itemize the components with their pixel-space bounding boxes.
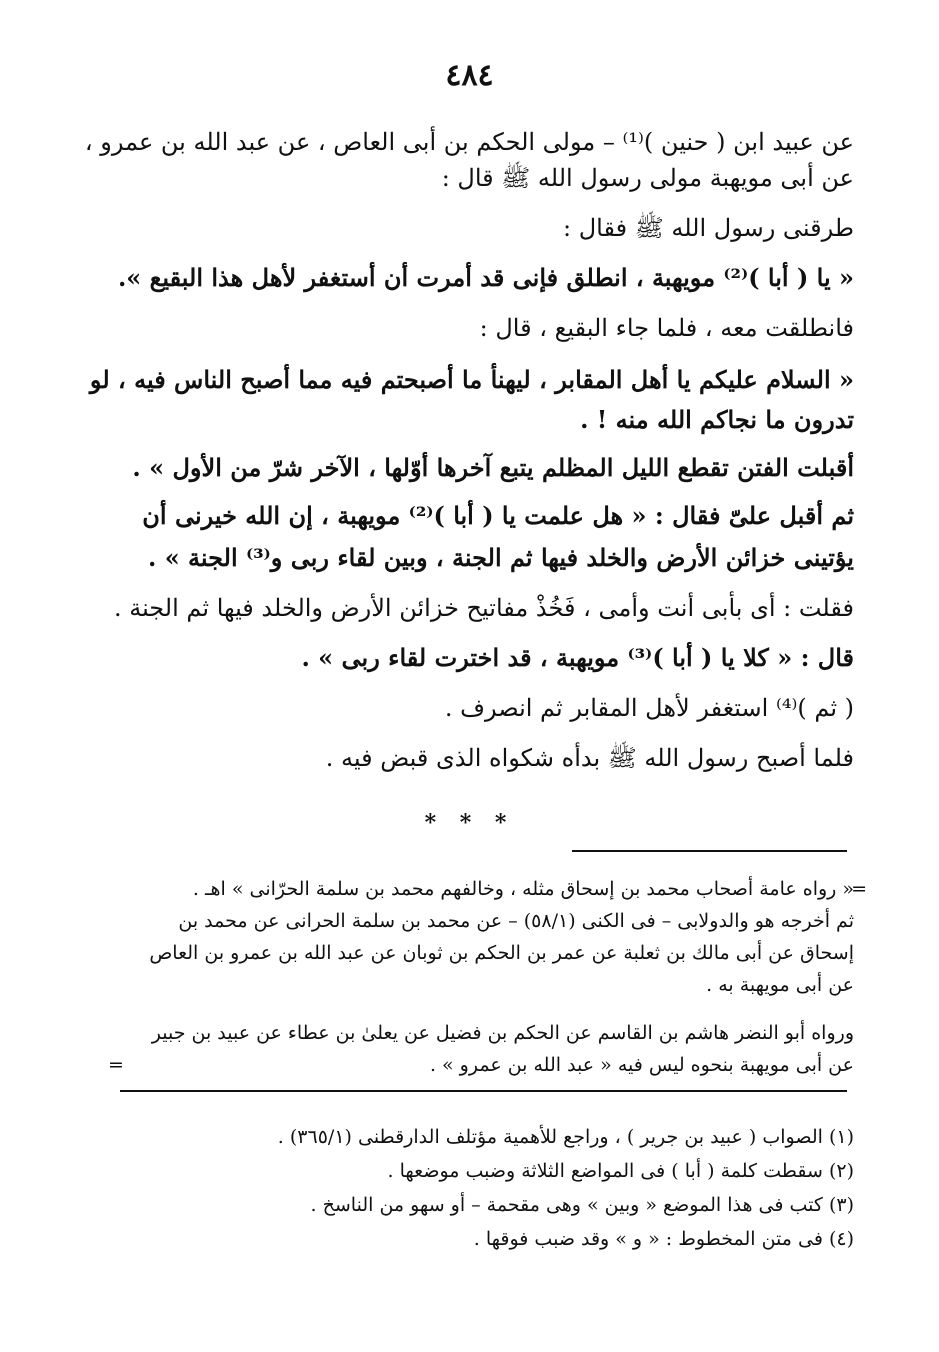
footnote-4: (٤) فى متن المخطوط : « و » وقد ضبب فوقها . bbox=[473, 1228, 854, 1250]
footnote-rule-bottom bbox=[120, 1090, 847, 1092]
continuation-note-line: ثم أخرجه هو والدولابى – فى الكنى (٥٨/١) – عن محمد بن سلمة الحرانى عن محمد بن bbox=[178, 910, 854, 932]
continuation-marker-start: = bbox=[851, 878, 867, 900]
body-line: فانطلقت معه ، فلما جاء البقيع ، قال : bbox=[479, 314, 854, 342]
body-line: فلما أصبح رسول الله ﷺ بدأه شكواه الذى قبض فيه . bbox=[325, 744, 854, 772]
body-line: ثم أقبل علىّ فقال : « هل علمت يا ( أبا )⁽²⁾ مويهبة ، إن الله خيرنى أن bbox=[142, 501, 854, 530]
body-line: طرقنى رسول الله ﷺ فقال : bbox=[563, 214, 854, 242]
continuation-note-line: ورواه أبو النضر هاشم بن القاسم عن الحكم بن فضيل عن يعلىٰ بن عطاء عن عبيد بن جبير bbox=[151, 1022, 854, 1044]
footnote-1: (١) الصواب ( عبيد بن جرير ) ، وراجع للأهمية مؤتلف الدارقطنى (٣٦٥/١) . bbox=[277, 1126, 854, 1148]
body-line: أقبلت الفتن تقطع الليل المظلم يتبع آخرها أوّلها ، الآخر شرّ من الأول » . bbox=[132, 453, 854, 482]
footnote-3: (٣) كتب فى هذا الموضع « وبين » وهى مقحمة – أو سهو من الناسخ . bbox=[310, 1194, 854, 1216]
body-line: « السلام عليكم يا أهل المقابر ، ليهنأ ما أصبحتم فيه مما أصبح الناس فيه ، لو bbox=[89, 365, 854, 394]
body-line: قال : « كلا يا ( أبا )⁽³⁾ مويهبة ، قد اخترت لقاء ربى » . bbox=[301, 643, 854, 672]
page-number: ٤٨٤ bbox=[445, 58, 494, 93]
continuation-note-line: عن أبى مويهبة بنحوه ليس فيه « عبد الله بن عمرو » . bbox=[429, 1054, 854, 1076]
section-separator: * * * bbox=[424, 810, 515, 836]
body-line: فقلت : أى بأبى أنت وأمى ، فَخُذْ مفاتيح خزائن الأرض والخلد فيها ثم الجنة . bbox=[113, 594, 854, 622]
continuation-note-line: عن أبى مويهبة به . bbox=[706, 974, 854, 996]
body-line: تدرون ما نجاكم الله منه ! . bbox=[580, 405, 854, 434]
continuation-note-line: « رواه عامة أصحاب محمد بن إسحاق مثله ، وخالفهم محمد بن سلمة الحرّانى » اهـ . bbox=[192, 878, 854, 900]
continuation-marker-end: = bbox=[108, 1054, 124, 1076]
continuation-note-line: إسحاق عن أبى مالك بن ثعلبة عن عمر بن الحكم بن ثوبان عن عبد الله بن عمرو بن العاص bbox=[149, 942, 854, 964]
body-line: يؤتينى خزائن الأرض والخلد فيها ثم الجنة ، وبين لقاء ربى و⁽³⁾ الجنة » . bbox=[147, 543, 854, 572]
body-line: « يا ( أبا )⁽²⁾ مويهبة ، انطلق فإنى قد أمرت أن أستغفر لأهل هذا البقيع ». bbox=[117, 263, 854, 292]
footnote-rule-top bbox=[572, 850, 847, 852]
body-line: عن عبيد ابن ( حنين )⁽¹⁾ – مولى الحكم بن أبى العاص ، عن عبد الله بن عمرو ، bbox=[84, 128, 854, 156]
body-line: ( ثم )⁽⁴⁾ استغفر لأهل المقابر ثم انصرف . bbox=[444, 694, 854, 722]
body-line: عن أبى مويهبة مولى رسول الله ﷺ قال : bbox=[441, 164, 854, 192]
footnote-2: (٢) سقطت كلمة ( أبا ) فى المواضع الثلاثة وضبب موضعها . bbox=[387, 1160, 854, 1182]
